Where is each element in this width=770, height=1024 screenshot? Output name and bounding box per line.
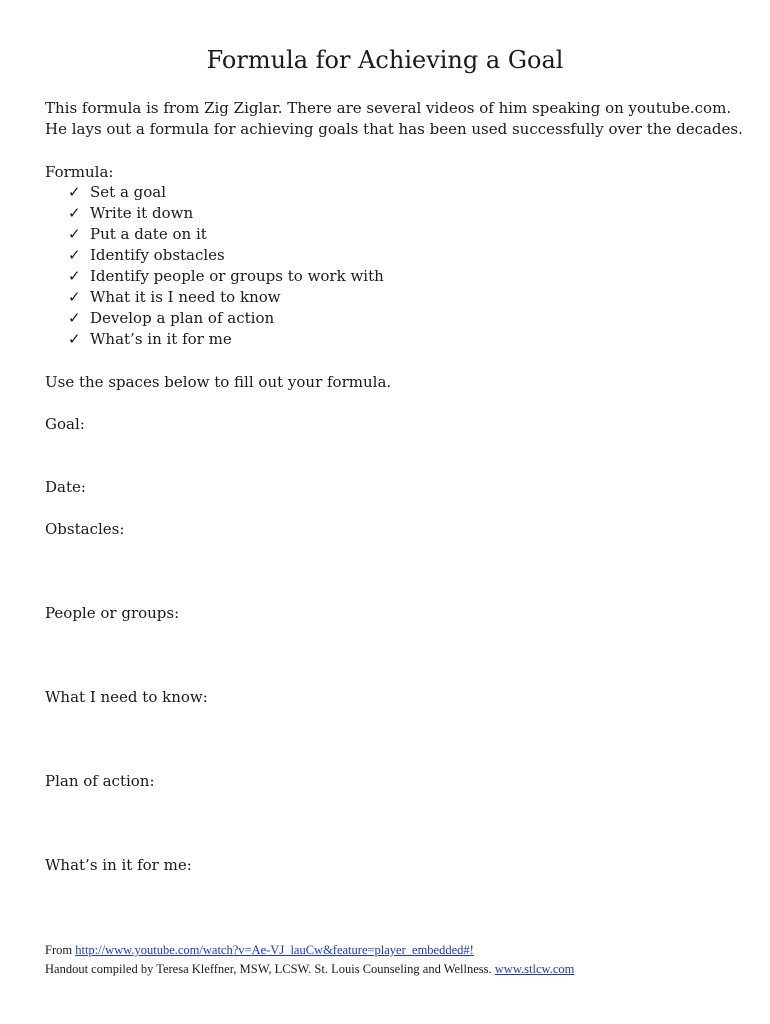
intro-line: He lays out a formula for achieving goals that has been used successfully over the decades. (45, 120, 743, 138)
checklist-item (68, 329, 384, 350)
checklist-item-label: Set a goal (90, 183, 167, 201)
checkmark-icon: ✓ (68, 330, 81, 348)
formula-label: Formula: (45, 163, 114, 181)
footer-credit (45, 960, 745, 979)
checklist-item-label: What it is I need to know (90, 288, 281, 306)
checklist-item-label: Put a date on it (90, 225, 207, 243)
checklist-item (68, 266, 384, 287)
people-field-label: People or groups: (45, 604, 180, 622)
checklist-item-label: What’s in it for me (90, 330, 232, 348)
checklist-item-label: Identify obstacles (90, 246, 225, 264)
checklist-item (68, 245, 384, 266)
checklist-item-label: Identify people or groups to work with (90, 267, 384, 285)
checklist-item-label: Develop a plan of action (90, 309, 275, 327)
plan-field-label: Plan of action: (45, 772, 155, 790)
checklist-item-label: Write it down (90, 204, 194, 222)
checkmark-icon: ✓ (68, 225, 81, 243)
checklist-item (68, 287, 384, 308)
checklist-item (68, 203, 384, 224)
checkmark-icon: ✓ (68, 267, 81, 285)
know-field-label: What I need to know: (45, 688, 208, 706)
document-title: Formula for Achieving a Goal (206, 46, 564, 74)
intro-line: This formula is from Zig Ziglar. There are several videos of him speaking on youtube.com. (45, 99, 732, 117)
checkmark-icon: ✓ (68, 309, 81, 327)
checklist-item (68, 224, 384, 245)
footer-from-label: From (45, 943, 76, 957)
youtube-link[interactable]: http://www.youtube.com/watch?v=Ae-VJ_lauCw&feature=player_embedded#! (75, 943, 474, 957)
whats-in-it-field-label: What’s in it for me: (45, 856, 192, 874)
checklist-item (68, 182, 384, 203)
checkmark-icon: ✓ (68, 204, 81, 222)
obstacles-field-label: Obstacles: (45, 520, 125, 538)
instructions-text: Use the spaces below to fill out your formula. (45, 373, 392, 391)
formula-checklist (68, 182, 384, 350)
footer-credit-text: Handout compiled by Teresa Kleffner, MSW, LCSW. St. Louis Counseling and Wellness. (45, 962, 495, 976)
goal-field-label: Goal: (45, 415, 85, 433)
checkmark-icon: ✓ (68, 288, 81, 306)
checkmark-icon: ✓ (68, 183, 81, 201)
footer-source (45, 941, 745, 960)
website-link[interactable]: www.stlcw.com (494, 962, 575, 976)
checklist-item (68, 308, 384, 329)
intro-paragraph (45, 98, 745, 140)
checkmark-icon: ✓ (68, 246, 81, 264)
date-field-label: Date: (45, 478, 86, 496)
